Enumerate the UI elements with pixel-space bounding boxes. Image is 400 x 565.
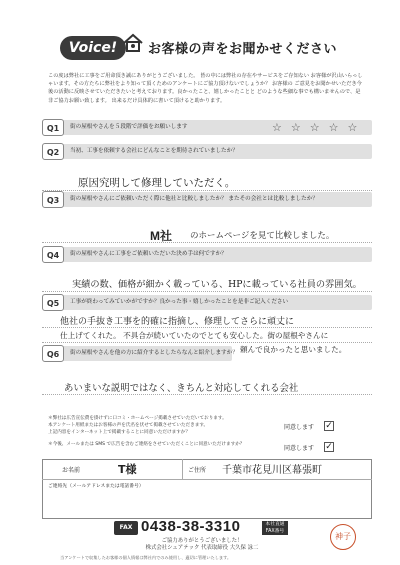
note-line: 上記内容をインターネット上で掲載することに同意いただけますか？ — [48, 430, 190, 435]
company-name: 株式会社シェアテック 代表取締役 大久保 詠二 — [145, 545, 259, 551]
answer-q5-line1: 他社の手抜き工事を的確に指摘し、修理してさらに頑丈に — [60, 317, 295, 327]
answer-q3-company: M社 — [150, 229, 172, 243]
address-value[interactable]: 千葉市花見川区幕張町 — [222, 465, 322, 476]
rating-stars[interactable]: ☆☆☆☆☆ — [272, 121, 367, 134]
answer-q5-line2: 仕上げてくれた。 不具合が続いていたのでとても安心した。街の屋根やさんに — [60, 331, 329, 340]
consent-label-2: 同意します — [284, 445, 315, 452]
answer-q2: 原因究明して修理していただく。 — [78, 177, 236, 189]
voice-badge: Voice! — [60, 36, 126, 60]
fax-number: 0438-38-3310 — [141, 518, 241, 535]
question-bar-q5 — [42, 295, 372, 310]
name-label: お名前 — [62, 467, 81, 474]
answer-line — [42, 242, 372, 243]
question-tag: Q4 — [42, 246, 64, 263]
thanks-text: ご協力ありがとうございました！ — [161, 538, 243, 544]
question-text: 街の屋根やさんを他の方に紹介するとしたらなんと紹介しますか？ — [70, 350, 238, 356]
question-bar-q4 — [42, 247, 372, 262]
question-bar-q3 — [42, 192, 372, 207]
question-bar-q2 — [42, 144, 372, 159]
note-line: ＊今後、メールまたは SMS で広告を含むご連絡をさせていただくことに同意いただけますか？ — [48, 442, 245, 447]
note-line: ＊弊社は広告宣伝費を掛けずに口コミ・ホームページ掲載させていただいております。 — [48, 416, 227, 421]
answer-line — [42, 394, 372, 395]
answer-q4: 実績の数、価格が細かく載っている、HPに載っている社員の雰囲気。 — [72, 279, 362, 290]
question-tag: Q1 — [42, 119, 64, 136]
consent-notes — [48, 415, 318, 448]
question-text: 街の屋根やさんにご依頼いただく際に他社と比較しましたか？ またその会社とは比較しましたか？ — [70, 196, 318, 202]
intro-text: この度は弊社に工事をご用命頂き誠にありがとうございました。 皆の中には弊社の存在やサービスをご存知ない お客様が沢山いらっしゃいます。その方たちに弊社をより知って頂くためのアンケートにご協力頂けないでしょうか？ お客様の ご意見をお聞かせいただき今後の活動に反映させていただきたいと考えております。良かったこと、嬉しかったことと どのような些細な事でも構いませんので、是非ご協力お願い致します。 出来るだけ具体的に書いて頂けると助かります。 — [48, 73, 363, 104]
answer-q3: のホームページを見て比較しました。 — [190, 231, 335, 241]
question-text: 当初、工事を依頼する会社にどんなことを期待されていましたか？ — [70, 148, 238, 154]
question-text: 街の屋根やさんを５段階で評価をお願いします — [70, 124, 188, 130]
question-tag: Q6 — [42, 345, 64, 362]
fax-icon: FAX — [114, 521, 138, 535]
address-label: ご住所 — [188, 467, 207, 474]
privacy-footnote: 当アンケートで収集したお客様の個人情報は弊社内でのみ使用し、適切に管理いたします。 — [60, 555, 232, 560]
question-text: 工事が終わってみていかがですか？良かった事・嬉しかったことを是非ご記入ください — [70, 299, 289, 305]
form-divider — [182, 459, 183, 479]
seal-stamp: 神子 — [330, 524, 356, 550]
answer-line — [42, 291, 372, 292]
question-bar-q1 — [42, 120, 372, 135]
consent-checkbox-1[interactable]: ✓ — [325, 421, 333, 431]
answer-line — [42, 342, 372, 343]
name-value[interactable]: T様 — [118, 463, 137, 476]
consent-checkbox-2[interactable]: ✓ — [325, 442, 333, 452]
answer-q6: あいまいな説明ではなく、きちんと対応してくれる会社 — [64, 383, 299, 394]
page-title: お客様の声をお聞かせください — [148, 42, 338, 57]
fax-tag — [262, 521, 288, 535]
question-tag: Q2 — [42, 143, 64, 160]
company-info — [112, 538, 292, 552]
fax-tag-line2: FAX番号 — [265, 529, 285, 534]
fax-tag-line1: 本社直通 — [265, 522, 285, 527]
consent-label-1: 同意します — [284, 424, 315, 431]
answer-q5-line3: 頼んで良かったと思いました。 — [240, 345, 347, 354]
customer-form — [42, 459, 372, 519]
question-bar-q6 — [42, 346, 238, 361]
form-divider — [42, 479, 372, 480]
house-icon — [122, 32, 144, 54]
answer-line — [42, 327, 372, 328]
note-line: 本アンケート用紙またはお客様の声を氏名を伏せて掲載させていただきます。 — [48, 423, 209, 428]
answer-line — [42, 190, 372, 191]
question-text: 街の屋根やさんに工事をご依頼いただいた決め手は何ですか？ — [70, 251, 227, 257]
question-tag: Q5 — [42, 294, 64, 311]
contact-label: ご連絡先（メールアドレスまたは電話番号） — [48, 484, 144, 489]
question-tag: Q3 — [42, 191, 64, 208]
